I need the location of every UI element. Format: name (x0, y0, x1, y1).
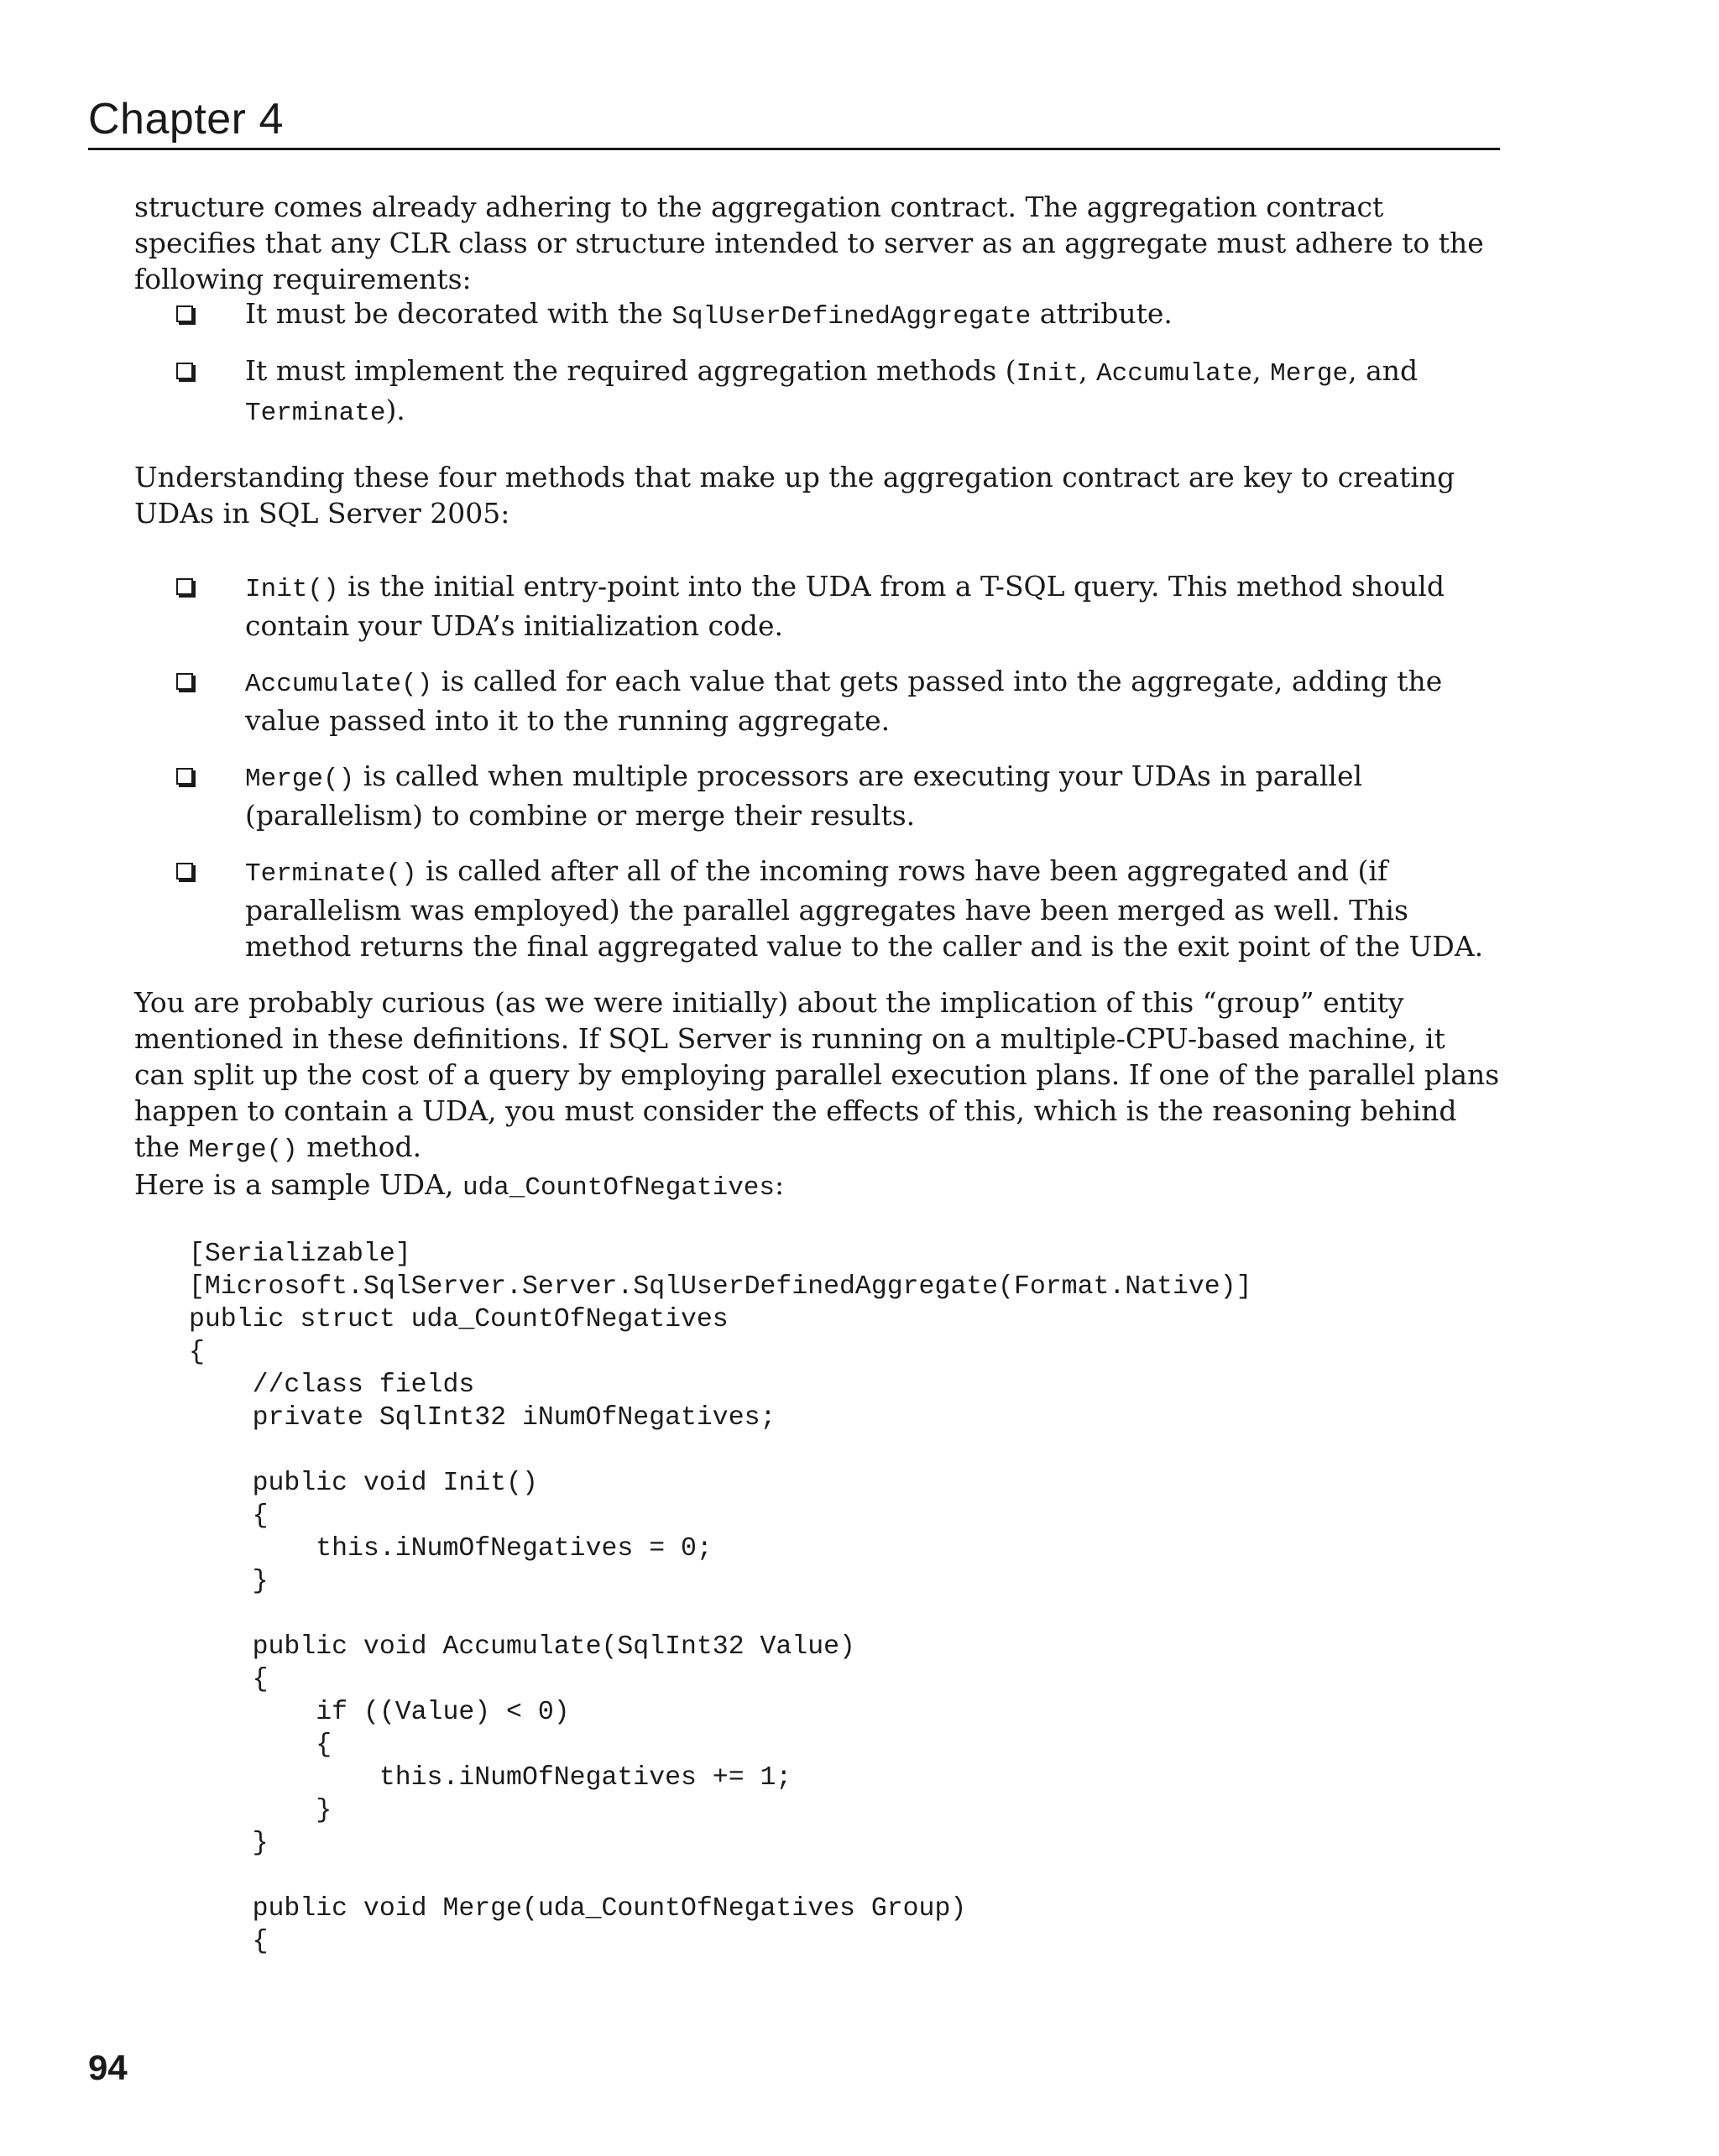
requirement-code: Merge (1270, 359, 1349, 389)
methods-list (134, 568, 1502, 964)
requirement-text: ). (385, 394, 405, 426)
method-code: Merge() (245, 765, 355, 794)
checkbox-bullet-icon (176, 673, 193, 690)
requirement-code: SqlUserDefinedAggregate (671, 302, 1032, 331)
method-code: Accumulate() (245, 670, 433, 699)
paragraph-text: Here is a sample UDA, (134, 1168, 462, 1201)
requirement-text: It must be decorated with the (245, 297, 672, 330)
page-header (88, 84, 1500, 150)
list-item (134, 758, 1502, 833)
methods-intro-paragraph: Understanding these four methods that make up the aggregation contract are key to creating UDAs in SQL Server 2005: (134, 461, 1455, 530)
checkbox-bullet-icon (176, 578, 193, 595)
list-item (134, 663, 1502, 739)
method-code: Terminate() (245, 859, 417, 889)
list-item (134, 352, 1502, 431)
checkbox-bullet-icon (176, 768, 193, 785)
inline-code: uda_CountOfNegatives (462, 1173, 775, 1203)
list-item (134, 295, 1502, 335)
requirement-code: Accumulate (1096, 359, 1253, 389)
method-description: is called when multiple processors are executing your UDAs in parallel (parallelism) to combine or merge their results. (245, 760, 1363, 832)
code-sample: [Serializable] [Microsoft.SqlServer.Server.SqlUserDefinedAggregate(Format.Native)] public struct uda_CountOfNegatives { //class fields private SqlInt32 iNumOfNegatives; public void Init() { this.iNumOfNegatives = 0; } public void Accumulate(SqlInt32 Value) { if ((Value) < 0) { this.iNumOfNegatives += 1; } } public void Merge(uda_CountOfNegatives Group) { (189, 1240, 1252, 1956)
paragraph-text: : (775, 1168, 785, 1201)
paragraph-text: You are probably curious (as we were initially) about the implication of this “group” entity mentioned in these definitions. If SQL Server is running on a multiple-CPU-based machine, it can split up the cost of a query by employing parallel execution plans. If one of the parallel plans happen to contain a UDA, you must consider the effects of this, which is the reasoning behind the (134, 986, 1500, 1163)
curious-paragraph (134, 984, 1502, 1168)
requirement-text: It must implement the required aggregation methods ( (245, 354, 1016, 387)
list-item (134, 568, 1502, 644)
inline-code: Merge() (188, 1135, 298, 1165)
requirement-separator: , (1079, 354, 1097, 387)
requirement-code: Init (1016, 359, 1079, 389)
page-number: 94 (88, 2048, 128, 2087)
method-code: Init() (245, 575, 339, 604)
requirement-text: attribute. (1031, 297, 1173, 330)
checkbox-bullet-icon (176, 305, 193, 322)
checkbox-bullet-icon (176, 863, 193, 880)
requirement-separator: , (1252, 354, 1271, 387)
list-item (134, 853, 1502, 964)
sample-intro-paragraph (134, 1167, 1502, 1206)
method-description: is called after all of the incoming rows have been aggregated and (if parallelism was employed) the parallel aggregates have been merged as well. This method returns the final aggregated value to the caller and is the exit point of the UDA. (245, 854, 1484, 963)
requirement-code: Terminate (245, 399, 386, 428)
requirement-separator: , and (1348, 354, 1419, 387)
method-description: is called for each value that gets passed into the aggregate, adding the value passed into it to the running aggregate. (245, 665, 1443, 737)
intro-paragraph: structure comes already adhering to the aggregation contract. The aggregation contract specifies that any CLR class or structure intended to server as an aggregate must adhere to the following requirements: (134, 191, 1484, 295)
paragraph-text: method. (297, 1130, 422, 1163)
requirements-list (134, 295, 1502, 431)
method-description: is the initial entry-point into the UDA from a T-SQL query. This method should contain your UDA’s initialization code. (245, 570, 1445, 642)
chapter-title: Chapter 4 (88, 95, 284, 144)
checkbox-bullet-icon (176, 363, 193, 379)
